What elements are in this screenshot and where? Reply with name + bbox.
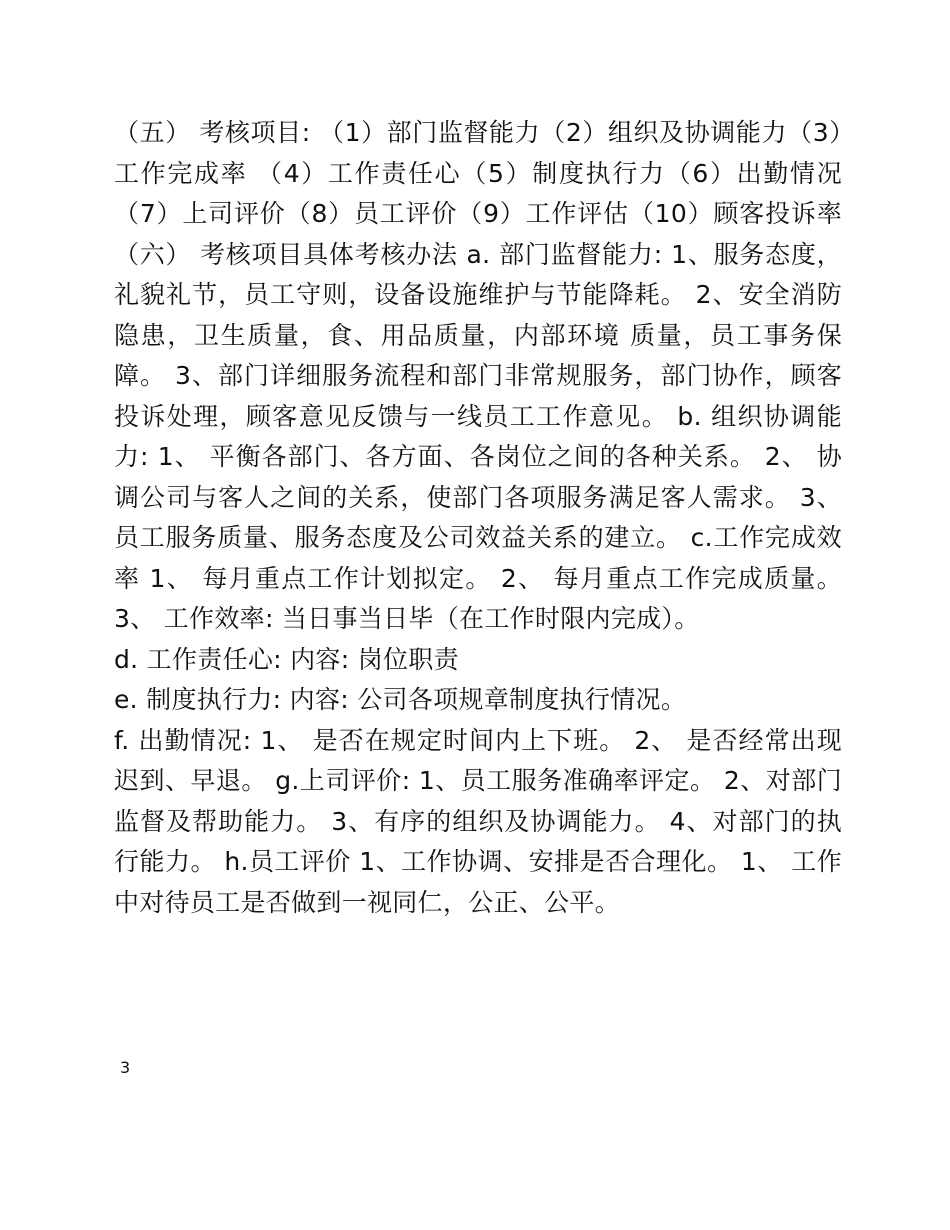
paragraph-responsibility: d. 工作责任心: 内容: 岗位职责 <box>114 644 459 674</box>
page-number: 3 <box>120 1058 131 1077</box>
paragraph-attendance-and-evaluation: f. 出勤情况: 1、 是否在规定时间内上下班。 2、 是否经常出现迟到、早退。 g.上司评价: 1、员工服务准确率评定。 2、对部门监督及帮助能力。 3、有序的组织及协调能力。 4、对部门的执行能力。 h.员工评价 1、工作协调、安排是否合理化。 1、 工作中对待员工是否做到一视同仁，公正、公平。 <box>114 725 842 917</box>
paragraph-rule-execution: e. 制度执行力: 内容: 公司各项规章制度执行情况。 <box>114 685 687 714</box>
document-body <box>114 113 842 923</box>
paragraph-assessment-items: （五） 考核项目: （1）部门监督能力（2）组织及协调能力（3）工作完成率 （4）工作责任心（5）制度执行力（6）出勤情况（7）上司评价（8）员工评价（9）工作评估（10）顾客投诉率 （六） 考核项目具体考核办法 a. 部门监督能力: 1、服务态度，礼貌礼节，员工守则，设备设施维护与节能降耗。 2、安全消防隐患，卫生质量，食、用品质量，内部环境 质量，员工事务保障。 3、部门详细服务流程和部门非常规服务，部门协作，顾客投诉处理，顾客意见反馈与一线员工工作意见。 b. 组织协调能力: 1、 平衡各部门、各方面、各岗位之间的各种关系。 2、 协调公司与客人之间的关系，使部门各项服务满足客人需求。 3、 员工服务质量、服务态度及公司效益关系的建立。 c.工作完成效率 1、 每月重点工作计划拟定。 2、 每月重点工作完成质量。 3、 工作效率: 当日事当日毕（在工作时限内完成）。 <box>114 118 842 633</box>
